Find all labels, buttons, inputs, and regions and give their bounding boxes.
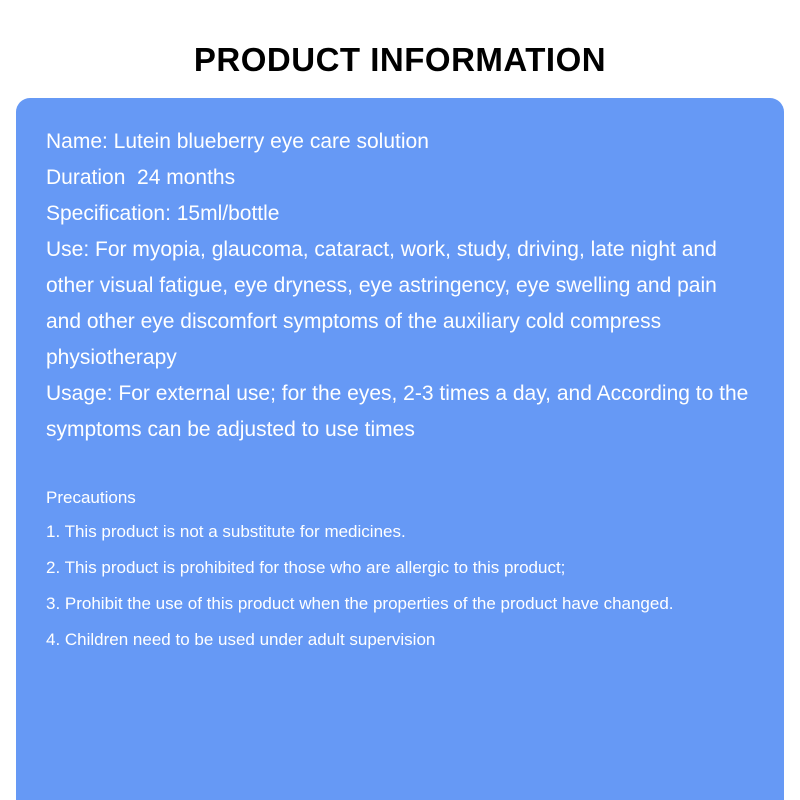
product-detail-specification: Specification: 15ml/bottle — [46, 202, 280, 225]
precautions-item: 1. This product is not a substitute for medicines. — [46, 522, 406, 541]
precautions-item: 2. This product is prohibited for those who are allergic to this product; — [46, 558, 566, 577]
product-detail-duration: Duration 24 months — [46, 166, 236, 189]
precautions-item: 3. Prohibit the use of this product when the properties of the product have changed. — [46, 594, 674, 613]
precautions-item: 4. Children need to be used under adult supervision — [46, 630, 436, 649]
product-details-block — [46, 124, 754, 448]
product-detail-usage: Usage: For external use; for the eyes, 2-3 times a day, and According to the symptoms can be adjusted to use times — [46, 382, 755, 441]
precautions-list — [46, 514, 754, 658]
product-detail-use: Use: For myopia, glaucoma, cataract, work, study, driving, late night and other visual fatigue, eye dryness, eye astringency, eye swelling and pain and other eye discomfort symptoms of the auxiliary cold compress physiotherapy — [46, 238, 723, 369]
section-spacer — [46, 448, 754, 482]
product-information-card — [16, 98, 784, 800]
page-title: PRODUCT INFORMATION — [193, 41, 607, 78]
precautions-title: Precautions — [46, 488, 136, 507]
product-detail-name: Name: Lutein blueberry eye care solution — [46, 130, 429, 153]
